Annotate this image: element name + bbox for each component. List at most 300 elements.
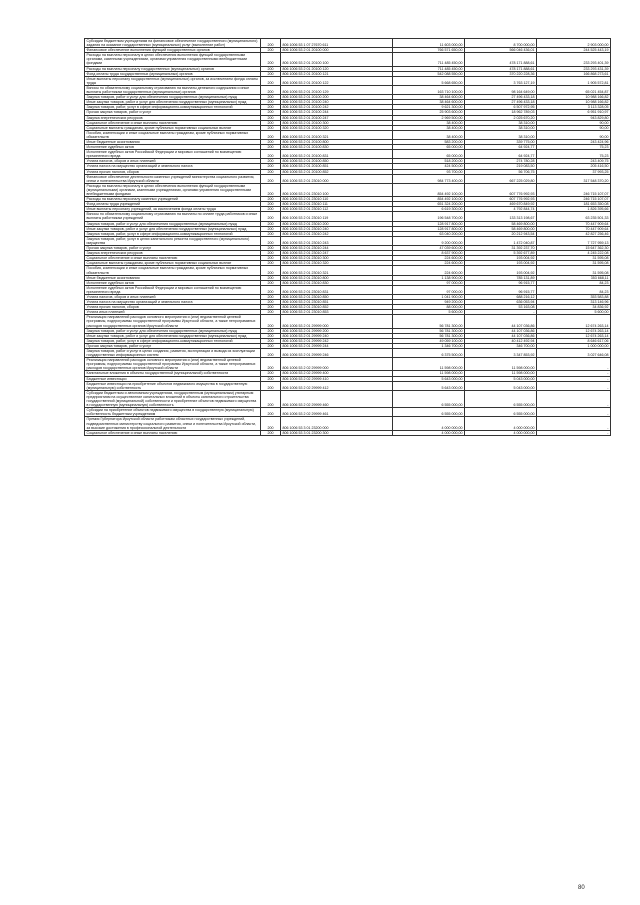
row-kbk-cell: 806 1006 53 2 01 23010 110 [281, 197, 393, 202]
row-name-cell: Бюджетные инвестиции [85, 376, 261, 381]
row-executed-cell: 44 107 036,86 [465, 315, 537, 328]
row-executed-cell: 3 347 853,92 [465, 349, 537, 358]
row-kbk-cell: 806 1006 53 2 01 29999 244 [281, 343, 393, 348]
row-code-cell: 200 [261, 310, 281, 315]
row-name-cell: Премия Губернатора Иркутской области работникам областных государственных учреждений, подведомственных министерству социального развития, опеки и попечительства Иркутской области, за высокие достижения в профессиональной деятельности [85, 417, 261, 430]
row-code-cell: 200 [261, 261, 281, 266]
row-planned-cell: 711 485 450,00 [393, 66, 465, 71]
row-planned-cell: 65 000,00 [393, 150, 465, 159]
row-planned-cell: 518 200,00 [393, 159, 465, 164]
table-row [85, 430, 611, 435]
row-executed-cell: 38 310,00 [465, 120, 537, 125]
row-code-cell: 200 [261, 381, 281, 390]
row-kbk-cell: 806 1006 53 2 01 20100 100 [281, 53, 393, 66]
row-name-cell: Расходы на выплаты персоналу в целях обеспечения выполнения функций государственными (муниципальными) органами, казенными учреждениями, органами управления государственными внебюджетными фондами [85, 183, 261, 196]
row-name-cell: Пособия, компенсации и иные социальные выплаты гражданам, кроме публичных нормативных обязательств [85, 130, 261, 139]
row-planned-cell: 5 643 000,00 [393, 376, 465, 381]
row-kbk-cell: 806 1006 53 3 01 23200 000 [281, 417, 393, 430]
row-unexecuted-cell: 84,23 [537, 280, 611, 285]
row-name-cell: Уплата налога на имущество организаций и земельного налога [85, 164, 261, 169]
row-executed-cell: 64 924,77 [465, 150, 537, 159]
row-code-cell: 200 [261, 246, 281, 251]
table-row [85, 349, 611, 358]
table-row [85, 315, 611, 328]
row-unexecuted-cell: 1 826 395,66 [537, 207, 611, 212]
row-name-cell: Уплата налогов, сборов и иных платежей [85, 294, 261, 299]
row-kbk-cell: 806 1006 53 2 01 20100 242 [281, 105, 393, 110]
row-unexecuted-cell: 943 829,80 [537, 115, 611, 120]
row-name-cell: Взносы по обязательному социальному страхованию на выплаты денежного содержания и иные выплаты работникам государственных (муниципальных) органов [85, 85, 261, 94]
row-name-cell: Уплата налогов, сборов и иных платежей [85, 159, 261, 164]
row-executed-cell: 478 171 888,61 [465, 53, 537, 66]
row-unexecuted-cell: 12 674 263,14 [537, 333, 611, 338]
row-planned-cell: 65 000,00 [393, 145, 465, 150]
table-row [85, 76, 611, 85]
row-unexecuted-cell: 65 021 454,87 [537, 85, 611, 94]
table-row [85, 183, 611, 196]
row-code-cell: 200 [261, 430, 281, 435]
row-name-cell: Расходы на выплаты персоналу государственных (муниципальных) органов [85, 66, 261, 71]
row-unexecuted-cell: 31 595,08 [537, 256, 611, 261]
row-name-cell: Уплата налога на имущество организаций и земельного налога [85, 300, 261, 305]
row-kbk-cell: 806 1006 53 2 02 29999 400 [281, 371, 393, 376]
row-kbk-cell: 806 1006 53 2 01 20100 830 [281, 145, 393, 150]
row-executed-cell: 5 043 000,00 [465, 376, 537, 381]
row-code-cell: 200 [261, 71, 281, 76]
table-row [85, 39, 611, 48]
row-kbk-cell: 806 1006 53 2 01 23010 243 [281, 236, 393, 245]
row-code-cell: 200 [261, 280, 281, 285]
row-executed-cell: 4 792 844,74 [465, 207, 537, 212]
row-executed-cell: 6 555 000,00 [465, 390, 537, 407]
row-kbk-cell: 806 1006 53 2 01 23010 851 [281, 300, 393, 305]
row-planned-cell: 56 781 300,00 [393, 333, 465, 338]
row-unexecuted-cell: 2 903 000,00 [537, 39, 611, 48]
row-planned-cell: 949 200,00 [393, 300, 465, 305]
row-planned-cell: 6 619 300,00 [393, 207, 465, 212]
row-code-cell: 200 [261, 285, 281, 294]
row-executed-cell: 667 225 029,80 [465, 174, 537, 183]
row-unexecuted-cell: - [537, 358, 611, 371]
row-name-cell: Бюджетные инвестиции на приобретение объектов недвижимого имущества в государственную (муниципальную) собственность [85, 381, 261, 390]
row-kbk-cell: 806 1006 53 2 01 20100 244 [281, 110, 393, 115]
row-unexecuted-cell: 233 293 431,39 [537, 66, 611, 71]
row-code-cell: 200 [261, 390, 281, 407]
row-name-cell: Исполнение судебных актов Российской Федерации и мировых соглашений по возмещению причиненного вреда [85, 150, 261, 159]
row-name-cell: Закупка товаров, работ, услуг в сфере информационно-коммуникационных технологий [85, 338, 261, 343]
row-executed-cell: 96 915,77 [465, 285, 537, 294]
row-planned-cell: 128 917 800,00 [393, 226, 465, 231]
row-planned-cell: 1 346 700,00 [393, 343, 465, 348]
row-name-cell: Прочая закупка товаров, работ и услуг [85, 246, 261, 251]
table-row [85, 381, 611, 390]
row-unexecuted-cell: 353 583,88 [537, 294, 611, 299]
row-code-cell: 200 [261, 202, 281, 207]
row-executed-cell: 38 310,00 [465, 125, 537, 130]
row-executed-cell: 193 004,92 [465, 266, 537, 275]
row-executed-cell: 27 496 433,18 [465, 100, 537, 105]
row-planned-cell: 1 138 900,00 [393, 275, 465, 280]
row-kbk-cell: 806 1006 53 2 01 23010 240 [281, 226, 393, 231]
row-planned-cell: 854 492 100,00 [393, 183, 465, 196]
row-executed-cell: 4 000 000,00 [465, 430, 537, 435]
row-name-cell: Иные бюджетные ассигнования [85, 139, 261, 144]
row-code-cell: 200 [261, 300, 281, 305]
row-code-cell: 200 [261, 328, 281, 333]
row-executed-cell: 44 107 036,86 [465, 328, 537, 333]
row-unexecuted-cell: 3 027 646,08 [537, 349, 611, 358]
row-name-cell: Закупка энергетических ресурсов [85, 115, 261, 120]
row-code-cell: 200 [261, 231, 281, 236]
row-unexecuted-cell: 75,23 [537, 145, 611, 150]
row-code-cell: 200 [261, 197, 281, 202]
row-kbk-cell: 806 1006 53 2 01 20100 831 [281, 150, 393, 159]
row-executed-cell: 98 164 649,00 [465, 85, 537, 94]
row-unexecuted-cell: 233 293 401,39 [537, 53, 611, 66]
row-name-cell: Финансовое обеспечение выполнения функций государственных органов [85, 48, 261, 53]
row-kbk-cell: 806 1006 53 2 01 23010 119 [281, 212, 393, 221]
row-unexecuted-cell: 246 715 107,07 [537, 183, 611, 196]
row-planned-cell: 766 571 650,00 [393, 48, 465, 53]
row-code-cell: 200 [261, 343, 281, 348]
row-kbk-cell: 806 1006 53 2 02 29999 412 [281, 381, 393, 390]
row-unexecuted-cell: 15 647 362,30 [537, 246, 611, 251]
row-planned-cell: 5 643 000,00 [393, 381, 465, 390]
row-planned-cell: 97 000,00 [393, 280, 465, 285]
row-kbk-cell: 806 1006 53 2 01 20100 300 [281, 120, 393, 125]
row-unexecuted-cell: 5 600,00 [537, 310, 611, 315]
row-code-cell: 200 [261, 174, 281, 183]
row-name-cell: Закупка товаров, работ, услуг в целях капитального ремонта государственного (муниципального) имущества [85, 236, 261, 245]
row-planned-cell: 651 324 200,00 [393, 202, 465, 207]
row-planned-cell: 63 040 200,00 [393, 231, 465, 236]
row-name-cell: Закупка товаров, работ и услуг в целях создания, развития, эксплуатации и вывода из эксплуатации государственных информационных систем [85, 349, 261, 358]
row-kbk-cell: 806 1006 53 2 01 20100 121 [281, 71, 393, 76]
table-row [85, 417, 611, 430]
row-unexecuted-cell: 31 595,08 [537, 261, 611, 266]
row-kbk-cell: 806 1006 53 2 01 20100 200 [281, 95, 393, 100]
row-name-cell: Исполнение судебных актов [85, 280, 261, 285]
row-unexecuted-cell: - [537, 371, 611, 376]
row-planned-cell: 583 200,00 [393, 139, 465, 144]
row-kbk-cell: 806 1006 53 2 01 23010 853 [281, 310, 393, 315]
row-executed-cell: 193 004,92 [465, 256, 537, 261]
row-executed-cell: 31 392 237,70 [465, 246, 537, 251]
row-kbk-cell: 806 1006 53 2 01 23010 300 [281, 256, 393, 261]
row-kbk-cell: 806 1006 53 2 01 23010 200 [281, 221, 393, 226]
row-planned-cell: 56 781 300,00 [393, 315, 465, 328]
row-executed-cell: 370 220 228,36 [465, 71, 537, 76]
row-name-cell: Уплата прочих налогов, сборов [85, 169, 261, 174]
row-planned-cell: 224 600,00 [393, 256, 465, 261]
row-kbk-cell: 806 1006 53 2 01 23010 242 [281, 231, 393, 236]
row-name-cell: Фонд оплаты труда учреждений [85, 202, 261, 207]
row-unexecuted-cell: 205 416,50 [537, 164, 611, 169]
row-planned-cell: 224 600,00 [393, 261, 465, 266]
row-kbk-cell: 806 1006 53 2 01 20100 320 [281, 125, 393, 130]
row-kbk-cell: 806 1006 53 2 01 20100 129 [281, 85, 393, 94]
row-executed-cell: 274 780,28 [465, 159, 537, 164]
row-code-cell: 200 [261, 376, 281, 381]
row-unexecuted-cell: - [537, 430, 611, 435]
row-code-cell: 200 [261, 305, 281, 310]
row-name-cell: Закупка товаров, работ, услуг в сфере информационно-коммуникационных технологий [85, 105, 261, 110]
row-kbk-cell: 806 1006 53 2 01 23010 244 [281, 246, 393, 251]
row-code-cell: 200 [261, 221, 281, 226]
row-kbk-cell: 806 1006 53 2 01 29999 000 [281, 315, 393, 328]
table-row [85, 174, 611, 183]
row-executed-cell: 6 555 000,00 [465, 408, 537, 417]
row-code-cell: 200 [261, 358, 281, 371]
row-code-cell: 200 [261, 120, 281, 125]
row-code-cell: 200 [261, 338, 281, 343]
row-planned-cell: 38 400,00 [393, 120, 465, 125]
table-row [85, 358, 611, 371]
row-planned-cell: 6 555 000,00 [393, 390, 465, 407]
table-row [85, 266, 611, 275]
row-code-cell: 200 [261, 275, 281, 280]
row-planned-cell: 9 200 000,00 [393, 236, 465, 245]
row-planned-cell: 93 700,00 [393, 169, 465, 174]
row-executed-cell: 5 043 000,00 [465, 381, 537, 390]
row-name-cell: Субсидии бюджетным и автономным учреждениям, государственным (муниципальным) унитарным предприятиям на осуществление капитальных вложений в объекты капитального строительства государственной (муниципальной) собственности и приобретение объектов недвижимого имущества в государственную (муниципальную) собственность [85, 390, 261, 407]
row-planned-cell: 49 059 100,00 [393, 338, 465, 343]
row-unexecuted-cell: - [537, 417, 611, 430]
row-kbk-cell: 806 1006 53 2 01 23010 000 [281, 174, 393, 183]
row-executed-cell: 58 469 800,00 [465, 221, 537, 226]
row-kbk-cell: 806 1006 53 2 01 29999 246 [281, 349, 393, 358]
row-kbk-cell: 806 1006 53 2 02 29999 460 [281, 390, 393, 407]
row-name-cell: Иные выплаты персоналу учреждений, за исключением фонда оплаты труда [85, 207, 261, 212]
row-planned-cell: 163 710 100,00 [393, 85, 465, 94]
row-code-cell: 200 [261, 76, 281, 85]
row-name-cell: Иные закупки товаров, работ и услуг для обеспечения государственных (муниципальных) нужд [85, 226, 261, 231]
row-kbk-cell: 806 1006 53 2 01 23010 320 [281, 261, 393, 266]
row-executed-cell: 64 924,77 [465, 145, 537, 150]
row-planned-cell: 4 000 000,00 [393, 417, 465, 430]
row-unexecuted-cell: 63 235 501,33 [537, 212, 611, 221]
row-name-cell: Закупка товаров, работ и услуг для обеспечения государственных (муниципальных) нужд [85, 328, 261, 333]
row-code-cell: 200 [261, 333, 281, 338]
row-kbk-cell: 806 1006 53 2 01 20100 851 [281, 164, 393, 169]
row-code-cell: 200 [261, 115, 281, 120]
row-code-cell: 200 [261, 315, 281, 328]
row-planned-cell: 9 621 300,00 [393, 105, 465, 110]
row-unexecuted-cell: 90,00 [537, 120, 611, 125]
row-planned-cell: 6 375 500,00 [393, 349, 465, 358]
table-row [85, 285, 611, 294]
row-code-cell: 200 [261, 212, 281, 221]
table-row [85, 150, 611, 159]
row-executed-cell: 478 171 888,61 [465, 66, 537, 71]
row-kbk-cell: 806 1006 53 2 01 20100 850 [281, 159, 393, 164]
table-row [85, 236, 611, 245]
row-kbk-cell: 806 1006 53 2 02 29999 410 [281, 376, 393, 381]
row-unexecuted-cell: 181 653 350,08 [537, 202, 611, 207]
row-unexecuted-cell: 75,23 [537, 150, 611, 159]
row-planned-cell: 542 088 550,00 [393, 71, 465, 76]
row-code-cell: 200 [261, 266, 281, 275]
row-name-cell: Расходы на выплаты персоналу казенных учреждений [85, 197, 261, 202]
row-code-cell: 200 [261, 408, 281, 417]
row-planned-cell: 11 598 000,00 [393, 358, 465, 371]
budget-execution-table [84, 38, 611, 436]
row-unexecuted-cell: 34 836,92 [537, 305, 611, 310]
row-executed-cell: 339 775,00 [465, 139, 537, 144]
row-unexecuted-cell: 37 993,25 [537, 169, 611, 174]
row-name-cell: Прочая закупка товаров, работ и услуг [85, 343, 261, 348]
row-executed-cell: 785 131,89 [465, 275, 537, 280]
row-executed-cell: 469 670 849,92 [465, 202, 537, 207]
row-unexecuted-cell: 8 646 617,06 [537, 338, 611, 343]
row-unexecuted-cell: 70 447 909,64 [537, 226, 611, 231]
row-unexecuted-cell: 246 715 107,07 [537, 197, 611, 202]
row-kbk-cell: 806 1006 53 2 01 20100 000 [281, 48, 393, 53]
row-executed-cell: 44 107 036,86 [465, 333, 537, 338]
table-row [85, 53, 611, 66]
row-planned-cell: 224 600,00 [393, 266, 465, 275]
row-unexecuted-cell: 317 548 370,20 [537, 174, 611, 183]
table-row [85, 390, 611, 407]
row-executed-cell: - [465, 310, 537, 315]
row-planned-cell: 1 041 900,00 [393, 294, 465, 299]
row-name-cell: Прочая закупка товаров, работ и услуг [85, 110, 261, 115]
row-unexecuted-cell: 243 424,96 [537, 139, 611, 144]
row-code-cell: 200 [261, 130, 281, 139]
row-unexecuted-cell: - [537, 390, 611, 407]
row-name-cell: Социальное обеспечение и иные выплаты населению [85, 256, 261, 261]
row-code-cell: 200 [261, 251, 281, 256]
row-planned-cell: 6 555 000,00 [393, 408, 465, 417]
row-kbk-cell: 806 1006 53 2 01 20100 852 [281, 169, 393, 174]
row-executed-cell: 219 083,50 [465, 164, 537, 169]
row-executed-cell: 11 598 000,00 [465, 358, 537, 371]
row-name-cell: Исполнение судебных актов [85, 145, 261, 150]
row-unexecuted-cell: - [537, 408, 611, 417]
row-name-cell: Закупка товаров, работ и услуг для обеспечения государственных (муниципальных) нужд [85, 221, 261, 226]
row-code-cell: 200 [261, 139, 281, 144]
row-unexecuted-cell: 1 905 572,81 [537, 76, 611, 85]
row-executed-cell: 38 310,00 [465, 130, 537, 139]
row-name-cell: Иные закупки товаров, работ и услуг для обеспечения государственных (муниципальных) нужд [85, 100, 261, 105]
row-executed-cell: 58 469 800,00 [465, 226, 537, 231]
row-name-cell: Закупка энергетических ресурсов [85, 251, 261, 256]
row-code-cell: 200 [261, 236, 281, 245]
row-planned-cell: 984 773 400,00 [393, 174, 465, 183]
row-unexecuted-cell: 6 951 910,97 [537, 110, 611, 115]
row-code-cell: 200 [261, 95, 281, 100]
table-body [85, 39, 611, 436]
row-kbk-cell: 806 1006 53 2 01 29999 240 [281, 333, 393, 338]
table-row [85, 130, 611, 139]
row-code-cell: 200 [261, 164, 281, 169]
row-planned-cell: 5 668 650,00 [393, 76, 465, 85]
row-name-cell: Иные выплаты персоналу государственных (муниципальных) органов, за исключением фонда оплаты труда [85, 76, 261, 85]
row-unexecuted-cell: - [537, 381, 611, 390]
row-kbk-cell: 806 1006 53 2 02 29999 000 [281, 358, 393, 371]
row-name-cell: Субсидии на приобретение объектов недвижимого имущества в государственную (муниципальную) собственность бюджетным учреждениям [85, 408, 261, 417]
row-kbk-cell: 806 1006 53 3 01 23200 300 [281, 430, 393, 435]
row-unexecuted-cell: 166 868 273,61 [537, 71, 611, 76]
row-planned-cell: 38 400,00 [393, 130, 465, 139]
row-planned-cell: 56 781 300,00 [393, 328, 465, 333]
row-unexecuted-cell: 4 245 222,08 [537, 251, 611, 256]
row-planned-cell: 196 548 700,00 [393, 212, 465, 221]
row-code-cell: 200 [261, 100, 281, 105]
row-kbk-cell: 806 1006 53 2 01 20100 120 [281, 66, 393, 71]
row-executed-cell: 133 313 198,67 [465, 212, 537, 221]
row-unexecuted-cell: 90,00 [537, 125, 611, 130]
row-name-cell: Иные бюджетные ассигнования [85, 275, 261, 280]
row-planned-cell: 128 917 800,00 [393, 221, 465, 226]
row-unexecuted-cell: 244 525 443,19 [537, 48, 611, 53]
row-unexecuted-cell: 42 827 256,46 [537, 231, 611, 236]
row-name-cell: Реализация направлений расходов основного мероприятия и (или) ведомственной целевой программы, подпрограммы государственной программы Иркутской области, а также непрограммных расходов государственных органов Иркутской области [85, 315, 261, 328]
row-name-cell: Исполнение судебных актов Российской Федерации и мировых соглашений по возмещению причиненного вреда [85, 285, 261, 294]
row-code-cell: 200 [261, 226, 281, 231]
row-planned-cell: 25 903 600,00 [393, 110, 465, 115]
row-kbk-cell: 806 1006 53 2 01 23010 850 [281, 294, 393, 299]
row-name-cell: Закупка товаров, работ и услуг для обеспечения государственных (муниципальных) нужд [85, 95, 261, 100]
row-name-cell: Иные закупки товаров, работ и услуг для обеспечения государственных (муниципальных) нужд [85, 333, 261, 338]
row-kbk-cell: 806 1006 53 2 01 20100 321 [281, 130, 393, 139]
row-unexecuted-cell: 12 674 263,14 [537, 328, 611, 333]
row-kbk-cell: 806 1006 53 2 01 20100 240 [281, 100, 393, 105]
row-planned-cell: 38 400,00 [393, 125, 465, 130]
table-row [85, 408, 611, 417]
row-unexecuted-cell: - [537, 376, 611, 381]
row-code-cell: 200 [261, 371, 281, 376]
row-unexecuted-cell: 1 000 000,00 [537, 343, 611, 348]
row-kbk-cell: 806 1006 53 2 01 20100 800 [281, 139, 393, 144]
row-executed-cell: 566 046 436,01 [465, 48, 537, 53]
row-kbk-cell: 806 1006 53 2 01 23010 830 [281, 280, 393, 285]
row-executed-cell: 193 004,92 [465, 261, 537, 266]
row-executed-cell: 346 700,00 [465, 343, 537, 348]
row-name-cell: Уплата прочих налогов, сборов [85, 305, 261, 310]
row-name-cell: Расходы на выплаты персоналу в целях обеспечения выполнения функций государственными органами, казенными учреждениями, органами управления государственными внебюджетными фондами [85, 53, 261, 66]
row-executed-cell: 5 392 677,89 [465, 251, 537, 256]
row-planned-cell: 88 000,00 [393, 305, 465, 310]
row-unexecuted-cell: 7 727 959,13 [537, 236, 611, 245]
row-planned-cell: 11 598 000,00 [393, 371, 465, 376]
row-kbk-cell: 806 1006 53 2 01 23010 247 [281, 251, 393, 256]
row-kbk-cell: 806 1006 53 2 01 23010 111 [281, 202, 393, 207]
row-unexecuted-cell: 243 409,75 [537, 159, 611, 164]
row-kbk-cell: 806 1006 53 2 01 23010 852 [281, 305, 393, 310]
row-kbk-cell: 806 1006 53 2 01 20100 122 [281, 76, 393, 85]
row-executed-cell: 40 412 492,94 [465, 338, 537, 343]
row-unexecuted-cell: 31 595,08 [537, 266, 611, 275]
row-executed-cell: 1 472 040,87 [465, 236, 537, 245]
row-planned-cell: 38 464 600,00 [393, 95, 465, 100]
row-name-cell: Социальное обеспечение и иные выплаты населению [85, 430, 261, 435]
row-code-cell: 200 [261, 53, 281, 66]
row-name-cell: Социальные выплаты гражданам, кроме публичных нормативных социальных выплат [85, 125, 261, 130]
row-planned-cell: 2 969 500,00 [393, 115, 465, 120]
page-number: 80 [578, 885, 585, 891]
row-kbk-cell: 806 1006 53 2 01 29999 242 [281, 338, 393, 343]
row-kbk-cell: 806 1006 53 2 01 23010 800 [281, 275, 393, 280]
row-executed-cell: 18 962 789,03 [465, 110, 537, 115]
row-executed-cell: 53 163,08 [465, 305, 537, 310]
row-planned-cell: 47 039 600,00 [393, 246, 465, 251]
row-unexecuted-cell: 90,00 [537, 130, 611, 139]
row-name-cell: Капитальные вложения в объекты государственной (муниципальной) собственности [85, 371, 261, 376]
table-row [85, 85, 611, 94]
row-executed-cell: 636 053,94 [465, 300, 537, 305]
row-planned-cell: 97 000,00 [393, 285, 465, 294]
